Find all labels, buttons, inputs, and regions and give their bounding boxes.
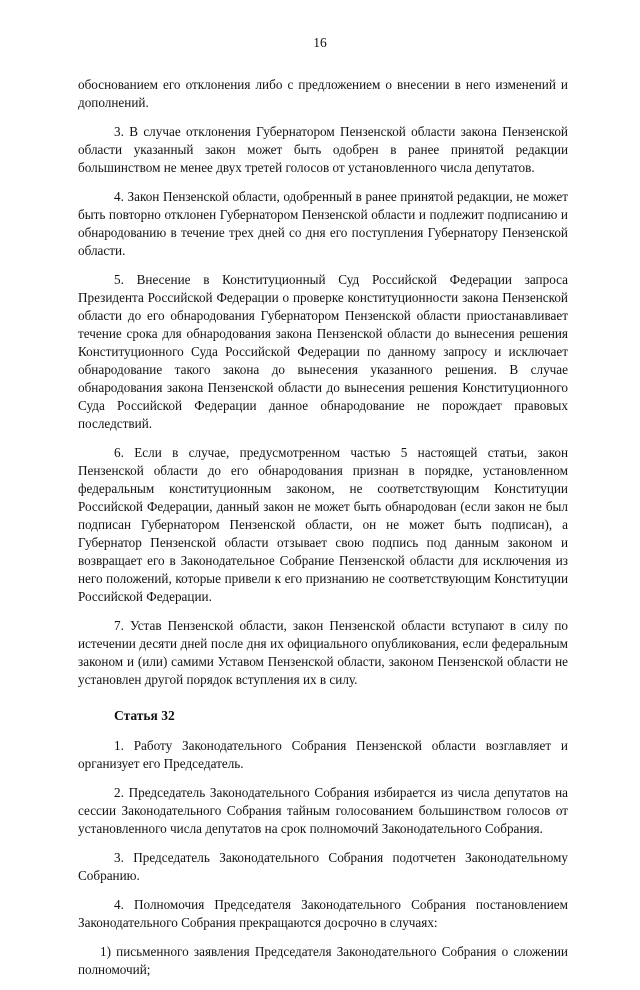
article-32-paragraph-2: 2. Председатель Законодательного Собрания избирается из числа депутатов на сессии Законодательного Собрания тайным голосованием большинством голосов от установленного числа депутатов на срок полномочий Законодательного Собрания.: [78, 785, 568, 836]
article-32-sub-item-1: 1) письменного заявления Председателя Законодательного Собрания о сложении полномочий;: [78, 944, 568, 977]
paragraph-6: 6. Если в случае, предусмотренном частью 5 настоящей статьи, закон Пензенской области до его обнародования признан в порядке, установленном федеральным конституционным законом, не соответствующим Конституции Российской Федерации, данный закон не может быть обнародован (если закон не был подписан Губернатором Пензенской области, он не может быть подписан), а Губернатор Пензенской области отзывает свою подпись под данным законом и возвращает его в Законодательное Собрание Пензенской области для исключения из него положений, которые привели к его признанию не соответствующим Конституции Российской Федерации.: [78, 445, 568, 604]
document-body: [78, 76, 568, 990]
paragraph-3: 3. В случае отклонения Губернатором Пензенской области закона Пензенской области указанный закон может быть одобрен в ранее принятой редакции большинством не менее двух третей голосов от установленного числа депутатов.: [78, 124, 568, 175]
article-32-paragraph-4: 4. Полномочия Председателя Законодательного Собрания постановлением Законодательного Собрания прекращаются досрочно в случаях:: [78, 897, 568, 930]
article-32-paragraph-3: 3. Председатель Законодательного Собрания подотчетен Законодательному Собранию.: [78, 850, 568, 883]
paragraph-4: 4. Закон Пензенской области, одобренный в ранее принятой редакции, не может быть повторно отклонен Губернатором Пензенской области и подлежит подписанию и обнародованию в течение трех дней со дня его поступления Губернатору Пензенской области.: [78, 189, 568, 258]
paragraph-5: 5. Внесение в Конституционный Суд Российской Федерации запроса Президента Российской Федерации о проверке конституционности закона Пензенской области до его обнародования Губернатором Пензенской области приостанавливает течение срока для обнародования закона Пензенской области до вынесения решения Конституционного Суда Российской Федерации по данному запросу и исключает обнародование такого закона до вынесения указанного решения. В случае обнародования закона Пензенской области до вынесения решения Конституционного Суда Российской Федерации данное обнародование не порождает правовых последствий.: [78, 272, 568, 431]
page-number: 16: [313, 35, 327, 50]
paragraph-7: 7. Устав Пензенской области, закон Пензенской области вступают в силу по истечении десяти дней после дня их официального опубликования, если федеральным законом и (или) самими Уставом Пензенской области, законом Пензенской области не установлен другой порядок вступления их в силу.: [78, 618, 568, 687]
article-32-paragraph-1: 1. Работу Законодательного Собрания Пензенской области возглавляет и организует его Председатель.: [78, 738, 568, 771]
paragraph-continuation: обоснованием его отклонения либо с предложением о внесении в него изменений и дополнений.: [78, 77, 568, 110]
article-heading: Статья 32: [114, 708, 175, 723]
